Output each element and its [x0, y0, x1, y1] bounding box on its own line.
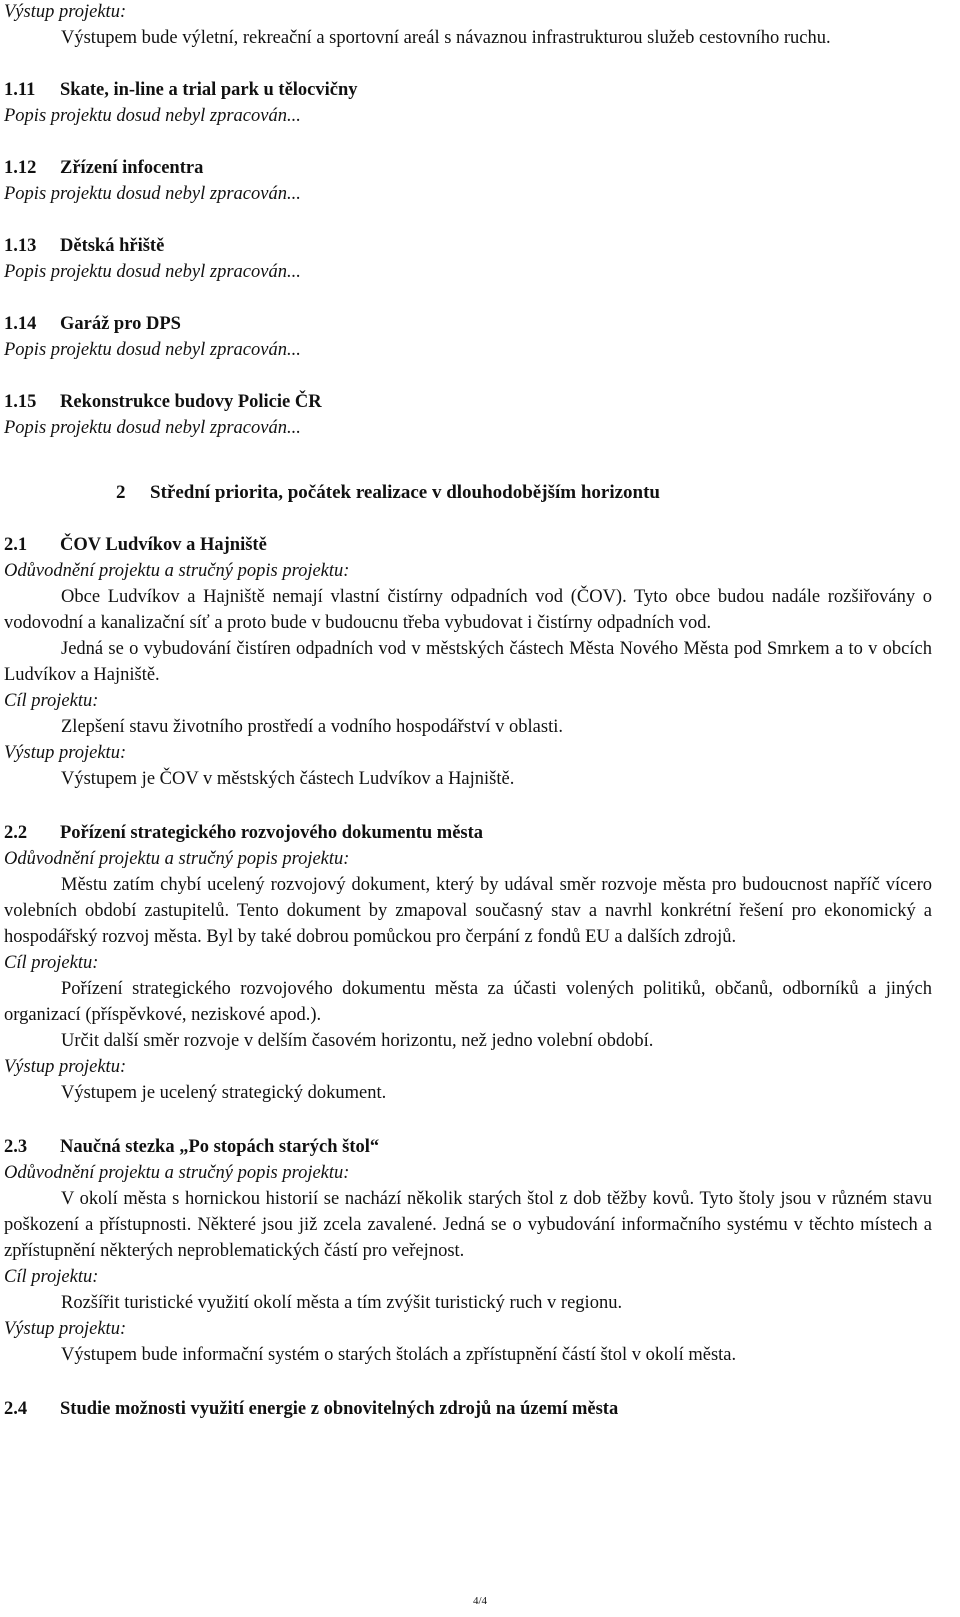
project-section — [4, 1134, 932, 1368]
goal-label: Cíl projektu: — [4, 691, 99, 711]
section-title: Pořízení strategického rozvojového dokumentu města — [60, 823, 484, 843]
section-title: Zřízení infocentra — [60, 158, 204, 178]
project-description: Popis projektu dosud nebyl zpracován... — [4, 106, 301, 126]
project-description: Popis projektu dosud nebyl zpracován... — [4, 418, 301, 438]
spacer — [4, 285, 932, 311]
section-number: 2.4 — [4, 1399, 28, 1419]
project-item — [4, 389, 932, 441]
chapter-heading — [4, 480, 932, 506]
section-title: ČOV Ludvíkov a Hajniště — [60, 535, 267, 555]
section-number: 2.2 — [4, 823, 28, 843]
goal-text: Pořízení strategického rozvojového dokumentu města za účasti volených politiků, občanů, odborníků a jiných organizací (příspěvkové, neziskové apod.). — [4, 979, 932, 1025]
section-heading — [4, 1396, 932, 1422]
justification-label: Odůvodnění projektu a stručný popis projektu: — [4, 561, 350, 581]
section-heading — [4, 155, 932, 181]
section-title: Garáž pro DPS — [60, 314, 181, 334]
section-title: Dětská hřiště — [60, 236, 165, 256]
section-heading — [4, 820, 932, 846]
section-heading — [4, 1134, 932, 1160]
section-heading — [4, 311, 932, 337]
justification-label: Odůvodnění projektu a stručný popis projektu: — [4, 1163, 350, 1183]
chapter-number: 2 — [116, 482, 126, 503]
section-number: 2.1 — [4, 535, 28, 555]
goal-text: Rozšířit turistické využití okolí města a tím zvýšit turistický ruch v regionu. — [61, 1293, 623, 1313]
goal-label: Cíl projektu: — [4, 1267, 99, 1287]
output-text: Výstupem je ČOV v městských částech Ludvíkov a Hajniště. — [61, 769, 515, 789]
spacer — [4, 1106, 932, 1134]
section-number: 1.12 — [4, 158, 37, 178]
spacer — [4, 792, 932, 820]
section-number: 1.14 — [4, 314, 37, 334]
paragraph: V okolí města s hornickou historií se nachází několik starých štol z dob těžby kovů. Tyto štoly jsou v různém stavu poškození a přístupnosti. Některé jsou již zcela zavalené. Jedná se o vybudování informačního systému v těchto místech a zpřístupnění některých neproblematických částí pro veřejnost. — [4, 1189, 932, 1261]
project-section — [4, 532, 932, 792]
spacer — [4, 129, 932, 155]
section-number: 2.3 — [4, 1137, 28, 1157]
section-number: 1.15 — [4, 392, 37, 412]
output-label: Výstup projektu: — [4, 743, 127, 763]
output-text: Výstupem bude výletní, rekreační a sportovní areál s návaznou infrastrukturou služeb cestovního ruchu. — [61, 28, 831, 48]
spacer — [4, 207, 932, 233]
section-heading — [4, 532, 932, 558]
output-label: Výstup projektu: — [4, 1319, 127, 1339]
document-page — [4, 0, 932, 1422]
section-number: 1.13 — [4, 236, 37, 256]
project-item — [4, 233, 932, 285]
section-heading — [4, 233, 932, 259]
project-item — [4, 77, 932, 129]
output-label: Výstup projektu: — [4, 1057, 127, 1077]
paragraph: Obce Ludvíkov a Hajniště nemají vlastní čistírny odpadních vod (ČOV). Tyto obce budou nadále rozšiřovány o vodovodní a kanalizační síť a proto bude v budoucnu třeba vybudovat i čistírny odpadních vod. — [4, 587, 932, 633]
spacer — [4, 51, 932, 77]
project-description: Popis projektu dosud nebyl zpracován... — [4, 184, 301, 204]
spacer — [4, 363, 932, 389]
section-title: Naučná stezka „Po stopách starých štol“ — [60, 1137, 380, 1157]
project-item — [4, 155, 932, 207]
output-text: Výstupem bude informační systém o starých štolách a zpřístupnění částí štol v okolí města. — [61, 1345, 737, 1365]
section-title: Studie možnosti využití energie z obnovitelných zdrojů na území města — [60, 1399, 619, 1419]
justification-label: Odůvodnění projektu a stručný popis projektu: — [4, 849, 350, 869]
output-label: Výstup projektu: — [4, 2, 127, 22]
section-heading — [4, 389, 932, 415]
project-description: Popis projektu dosud nebyl zpracován... — [4, 340, 301, 360]
output-text: Výstupem je ucelený strategický dokument. — [61, 1083, 387, 1103]
chapter-title: Střední priorita, počátek realizace v dlouhodobějším horizontu — [150, 482, 660, 503]
section-heading — [4, 77, 932, 103]
project-section — [4, 820, 932, 1106]
project-section — [4, 1396, 932, 1422]
project-item — [4, 311, 932, 363]
page-number: 4/4 — [472, 1595, 488, 1607]
goal-text: Zlepšení stavu životního prostředí a vodního hospodářství v oblasti. — [61, 717, 564, 737]
section-title: Skate, in-line a trial park u tělocvičny — [60, 80, 358, 100]
section-number: 1.11 — [4, 80, 36, 100]
paragraph: Městu zatím chybí ucelený rozvojový dokument, který by udával směr rozvoje města pro budoucnost napříč vícero volebních období zastupitelů. Tento dokument by zmapoval současný stav a navrhl konkrétní řešení pro ekonomický a hospodářský rozvoj města. Byl by také dobrou pomůckou pro čerpání z fondů EU a dalších zdrojů. — [4, 875, 932, 947]
goal-text: Určit další směr rozvoje v delším časovém horizontu, než jedno volební období. — [61, 1031, 654, 1051]
goal-label: Cíl projektu: — [4, 953, 99, 973]
spacer — [4, 1368, 932, 1396]
section-title: Rekonstrukce budovy Policie ČR — [60, 392, 322, 412]
project-description: Popis projektu dosud nebyl zpracován... — [4, 262, 301, 282]
paragraph: Jedná se o vybudování čistíren odpadních vod v městských částech Města Nového Města pod Smrkem a to v obcích Ludvíkov a Hajniště. — [4, 639, 932, 685]
